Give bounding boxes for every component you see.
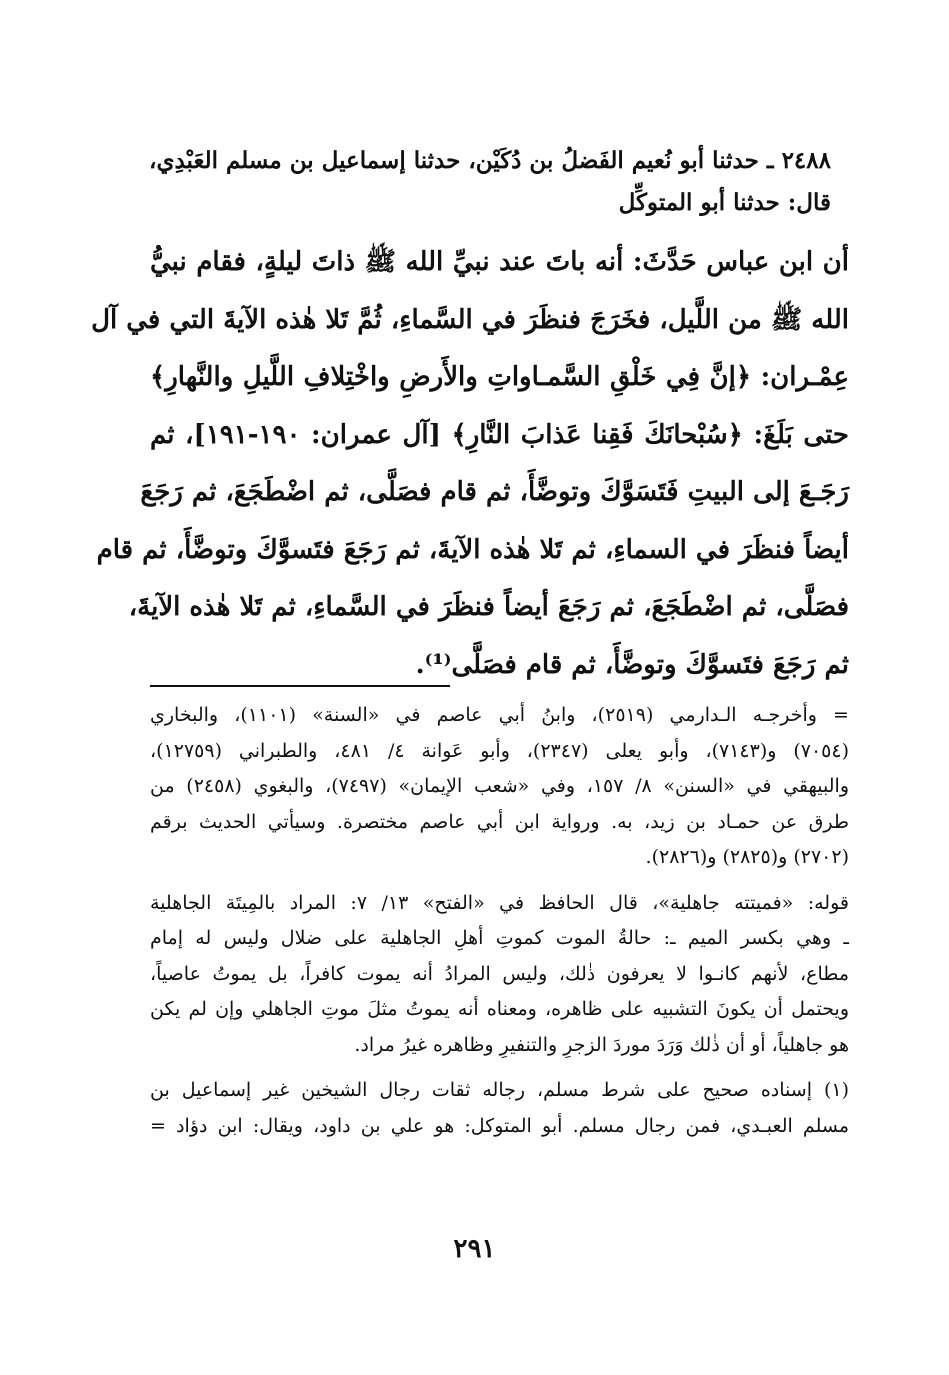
note-line: مطاع، لأنهم كانـوا لا يعرفون ذٰلك، وليس المرادُ أنه يموت كافراً، بل يموتُ عاصياً، (150, 962, 849, 985)
takhrij-note (150, 698, 849, 876)
note-line: طرق عن حمـاد بن زيد، به. ورواية ابن أبي عاصم مختصرة. وسيأتي الحديث برقم (150, 810, 849, 833)
footnotes (150, 698, 849, 1154)
hadith-text-line: عِمْـران: ﴿إنَّ فِي خَلْقِ السَّمـاواتِ والأَرضِ واخْتِلافِ اللَّيلِ والنَّهارِ﴾ (150, 362, 849, 392)
footnote-divider (150, 685, 450, 687)
page-number: ٢٩١ (453, 1234, 496, 1264)
note-line: = وأخرجـه الـدارمي (٢٥١٩)، وابنُ أبي عاصم في «السنة» (١١٠١)، والبخاري (150, 704, 849, 726)
hadith-text-line: الله ﷺ من اللَّيل، فخَرَجَ فنظَرَ في السَّماءِ، ثُمَّ تَلا هٰذه الآيةَ التي في آل (91, 304, 849, 335)
note-line: قوله: «فميتته جاهلية»، قال الحافظ في «الفتح» ١٣/ ٧: المراد بالمِيتَة الجاهلية (150, 891, 849, 914)
hadith-text-line: فصَلَّى، ثم اضْطَجَعَ، ثم رَجَعَ أيضاً فنظَرَ في السَّماءِ، ثم تَلا هٰذه الآيةَ، (128, 592, 849, 622)
note-line: (٢٧٠٢) و(٢٨٢٥) و(٢٨٢٦). (645, 846, 849, 868)
hadith-text (91, 234, 849, 694)
hadith-text-line: حتى بَلَغَ: ﴿سُبْحانَكَ فَقِنا عَذابَ النَّارِ﴾ [آل عمران: ١٩٠-١٩١]، ثم (150, 419, 849, 450)
hadith-text-line: ثم رَجَعَ فتَسوَّكَ وتوضَّأَ، ثم قام فصَلَّى⁽¹⁾. (415, 649, 849, 680)
hadith-header (150, 140, 831, 224)
note-line: ـ وهي بكسر الميم ـ: حالةُ الموت كموتِ أهلِ الجاهلية على ضلال وليس له إمام (150, 927, 849, 949)
note-line: (٧٠٥٤) و(٧١٤٣)، وأبو يعلى (٢٣٤٧)، وأبو عَوانة ٤/ ٤٨١، والطبراني (١٢٧٥٩)، (150, 739, 849, 762)
explanation-note (150, 886, 849, 1064)
hadith-header-line: قال: حدثنا أبو المتوكِّل (618, 189, 831, 216)
note-line: ويحتمل أن يكونَ التشبيه على ظاهره، ومعناه أنه يموتُ مثلَ موتِ الجاهلي وإن لم يكن (150, 998, 849, 1020)
note-line: والبيهقي في «السنن» ٨/ ١٥٧، وفي «شعب الإيمان» (٧٤٩٧)، والبغوي (٢٤٥٨) من (150, 775, 850, 797)
hadith-text-line: رَجَـعَ إلى البيتِ فَتَسَوَّكَ وتوضَّأَ، ثم قام فصَلَّى، ثم اضْطَجَعَ، ثم رَجَعَ (140, 477, 849, 507)
note-line: هو جاهلياً، أو أن ذٰلك وَرَدَ موردَ الزجرِ والتنفيرِ وظاهره غيرُ مراد. (354, 1033, 849, 1056)
footnote-1 (150, 1073, 849, 1144)
hadith-text-line: أيضاً فنظَرَ في السماءِ، ثم تَلا هٰذه الآيةَ، ثم رَجَعَ فتَسوَّكَ وتوضَّأَ، ثم قام (96, 534, 849, 565)
hadith-text-line: أن ابن عباس حَدَّثَ: أنه باتَ عند نبيِّ الله ﷺ ذاتَ ليلةٍ، فقام نبيُّ (150, 247, 849, 277)
note-line: (١) إسناده صحيح على شرط مسلم، رجاله ثقات رجال الشيخين غير إسماعيل بن (150, 1079, 849, 1101)
hadith-header-line: ٢٤٨٨ ـ حدثنا أبو نُعيم الفَضلُ بن دُكَيْن، حدثنا إسماعيل بن مسلم العَبْدِي، (149, 147, 831, 174)
note-line: مسلم العبـدي، فمن رجال مسلم. أبو المتوكل: هو علي بن داود، ويقال: ابن دؤاد = (150, 1114, 849, 1137)
